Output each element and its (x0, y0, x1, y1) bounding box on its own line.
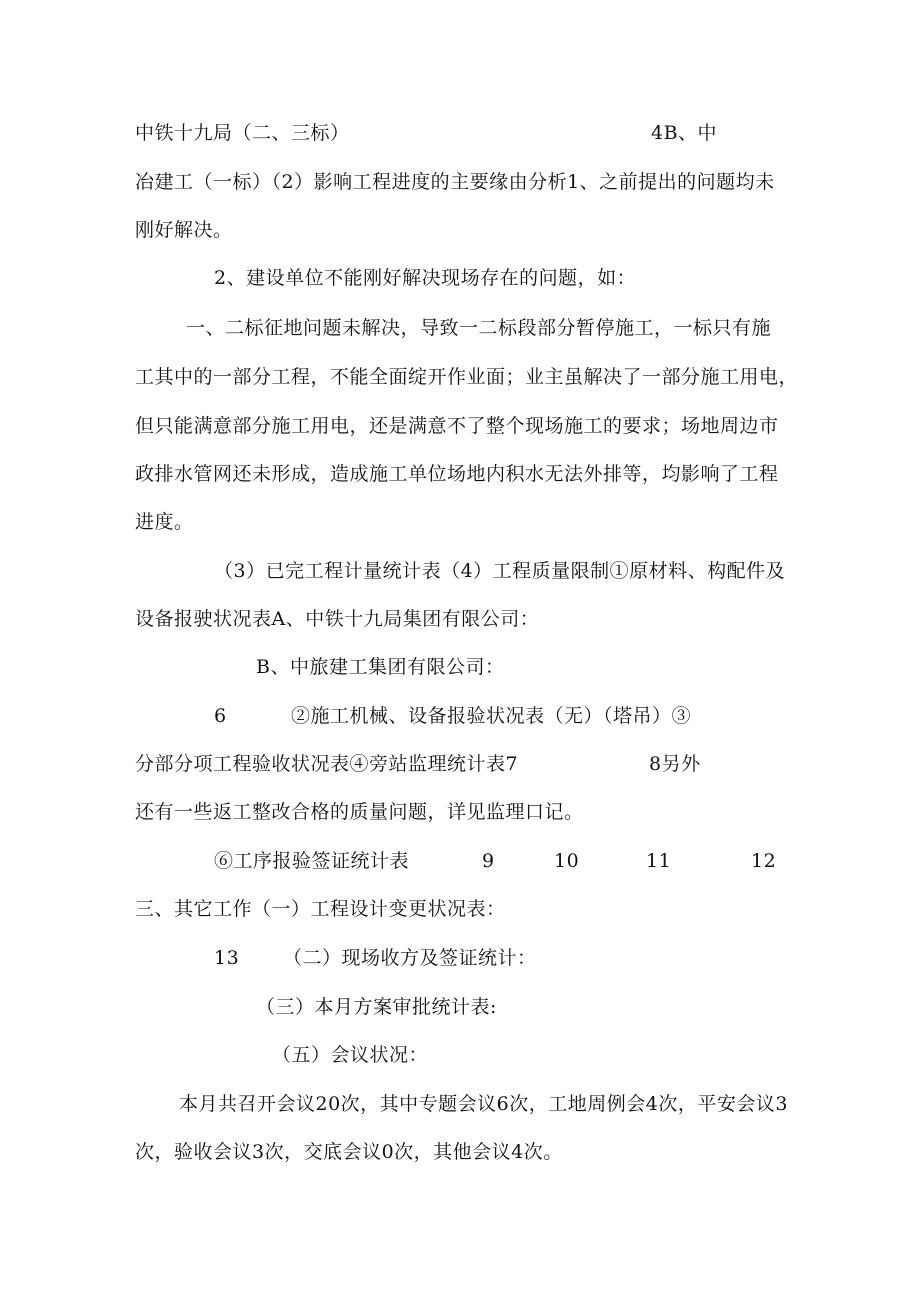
text-line: （五）会议状况： (272, 1044, 429, 1066)
text-line: 一、二标征地问题未解决，导致一二标段部分暂停施工，一标只有施 (186, 317, 772, 339)
text-line: B、中旅建工集团有限公司： (256, 656, 505, 678)
text-line: （二）现场收方及签证统计： (283, 947, 537, 969)
text-line: 中铁十九局（二、三标） (135, 122, 350, 144)
text-line: 本月共召开会议20次，其中专题会议6次，工地周例会4次，平安会议3 (179, 1093, 788, 1115)
text-line: （3）已完工程计量统计表（4）工程质量限制①原材料、构配件及 (214, 560, 786, 582)
text-line: 政排水管网还未形成，造成施工单位场地内积水无法外排等，均影响了工程 (135, 463, 779, 485)
text-line: 11 (646, 850, 672, 872)
text-line: 工其中的一部分工程，不能全面绽开作业面；业主虽解决了一部分施工用电， (135, 366, 799, 388)
text-line: 10 (554, 850, 580, 872)
text-line: 8另外 (649, 753, 701, 775)
text-line: 13 (214, 947, 240, 969)
text-line: 还有一些返工整改合格的质量问题，详见监理口记。 (135, 801, 584, 823)
text-line: 刚好解决。 (135, 219, 233, 241)
text-line: 进度。 (135, 511, 194, 533)
text-line: 6 (214, 705, 227, 727)
text-line: 三、其它工作（一）工程设计变更状况表： (135, 898, 506, 920)
text-line: 12 (751, 850, 777, 872)
text-line: ⑥工序报验签证统计表 (214, 850, 410, 872)
text-line: 冶建工（一标）（2）影响工程进度的主要缘由分析1、之前提出的问题均未 (135, 171, 775, 193)
text-line: 分部分项工程验收状况表④旁站监理统计表7 (135, 753, 519, 775)
text-line: 2、建设单位不能刚好解决现场存在的问题，如： (214, 267, 637, 289)
text-line: 4B、中 (651, 122, 718, 144)
text-line: ②施工机械、设备报验状况表（无）（塔吊）③ (291, 705, 692, 727)
text-line: 设备报驶状况表A、中铁十九局集团有限公司： (135, 608, 540, 630)
text-line: （三）本月方案审批统计表: (256, 996, 497, 1018)
text-line: 次，验收会议3次，交底会议0次，其他会议4次。 (135, 1141, 563, 1163)
text-line: 但只能满意部分施工用电，还是满意不了整个现场施工的要求；场地周边市 (135, 415, 779, 437)
text-line: 9 (482, 850, 495, 872)
